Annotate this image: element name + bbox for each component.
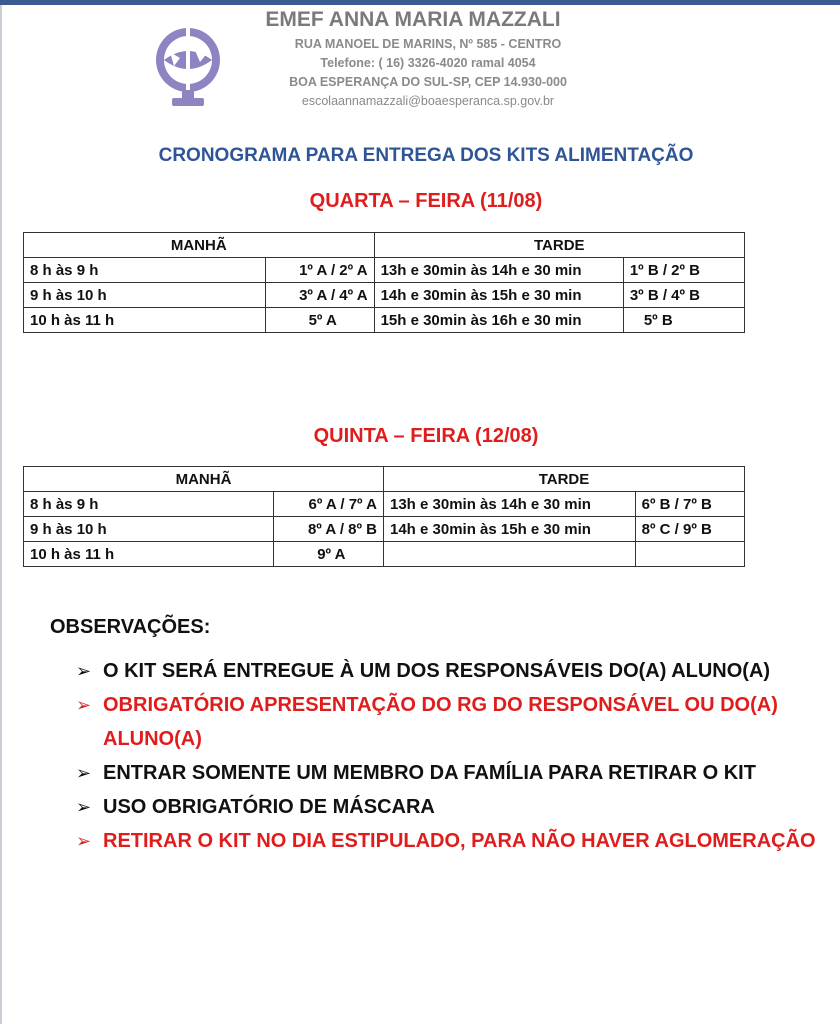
arrow-bullet-icon: ➢ — [76, 661, 92, 681]
observation-text: ENTRAR SOMENTE UM MEMBRO DA FAMÍLIA PARA RETIRAR O KIT — [103, 762, 756, 784]
list-item — [76, 654, 816, 688]
document-title: CRONOGRAMA PARA ENTREGA DOS KITS ALIMENTAÇÃO — [158, 145, 694, 166]
day-title-wednesday: QUARTA – FEIRA (11/08) — [309, 190, 543, 212]
globe-logo-icon — [142, 22, 234, 112]
afternoon-time: 13h e 30min às 14h e 30 min — [374, 258, 623, 283]
list-item — [76, 824, 816, 858]
schedule-table-wednesday — [23, 232, 745, 333]
table-header-row — [24, 467, 745, 492]
observation-text: RETIRAR O KIT NO DIA ESTIPULADO, PARA NÃO HAVER AGLOMERAÇÃO — [103, 830, 816, 852]
afternoon-class: 3º B / 4º B — [623, 283, 744, 308]
arrow-bullet-icon: ➢ — [76, 797, 92, 817]
arrow-bullet-icon: ➢ — [76, 763, 92, 783]
morning-class: 5º A — [265, 308, 374, 333]
observation-text: OBRIGATÓRIO APRESENTAÇÃO DO RG DO RESPONSÁVEL OU DO(A) ALUNO(A) — [103, 694, 778, 750]
morning-header: MANHÃ — [24, 467, 384, 492]
afternoon-class: 8º C / 9º B — [635, 517, 744, 542]
afternoon-time: 14h e 30min às 15h e 30 min — [374, 283, 623, 308]
table-row — [24, 283, 745, 308]
morning-class: 1º A / 2º A — [265, 258, 374, 283]
afternoon-time — [383, 542, 635, 567]
school-name: EMEF ANNA MARIA MAZZALI — [265, 8, 561, 31]
morning-class: 3º A / 4º A — [265, 283, 374, 308]
morning-time: 9 h às 10 h — [24, 283, 266, 308]
table-row — [24, 517, 745, 542]
morning-class: 6º A / 7º A — [273, 492, 383, 517]
observations-list — [76, 654, 816, 858]
top-border — [0, 0, 840, 5]
list-item — [76, 756, 816, 790]
afternoon-class: 5º B — [623, 308, 744, 333]
morning-time: 8 h às 9 h — [24, 258, 266, 283]
observation-text: O KIT SERÁ ENTREGUE À UM DOS RESPONSÁVEIS DO(A) ALUNO(A) — [103, 660, 771, 682]
afternoon-header: TARDE — [383, 467, 744, 492]
schedule-table-thursday — [23, 466, 745, 567]
observations-title: OBSERVAÇÕES: — [50, 616, 211, 638]
table-row — [24, 258, 745, 283]
afternoon-time: 13h e 30min às 14h e 30 min — [383, 492, 635, 517]
observation-text: USO OBRIGATÓRIO DE MÁSCARA — [103, 796, 435, 818]
list-item — [76, 790, 816, 824]
morning-time: 10 h às 11 h — [24, 542, 274, 567]
day-title-thursday: QUINTA – FEIRA (12/08) — [313, 425, 539, 447]
afternoon-time: 15h e 30min às 16h e 30 min — [374, 308, 623, 333]
afternoon-time: 14h e 30min às 15h e 30 min — [383, 517, 635, 542]
arrow-bullet-icon: ➢ — [76, 695, 92, 715]
morning-class: 9º A — [273, 542, 383, 567]
arrow-bullet-icon: ➢ — [76, 831, 92, 851]
morning-class: 8º A / 8º B — [273, 517, 383, 542]
morning-time: 8 h às 9 h — [24, 492, 274, 517]
afternoon-class — [635, 542, 744, 567]
afternoon-class: 1º B / 2º B — [623, 258, 744, 283]
afternoon-header: TARDE — [374, 233, 744, 258]
table-row — [24, 308, 745, 333]
morning-time: 10 h às 11 h — [24, 308, 266, 333]
afternoon-class: 6º B / 7º B — [635, 492, 744, 517]
morning-time: 9 h às 10 h — [24, 517, 274, 542]
morning-header: MANHÃ — [24, 233, 375, 258]
table-row — [24, 492, 745, 517]
table-row — [24, 542, 745, 567]
list-item — [76, 688, 816, 756]
table-header-row — [24, 233, 745, 258]
